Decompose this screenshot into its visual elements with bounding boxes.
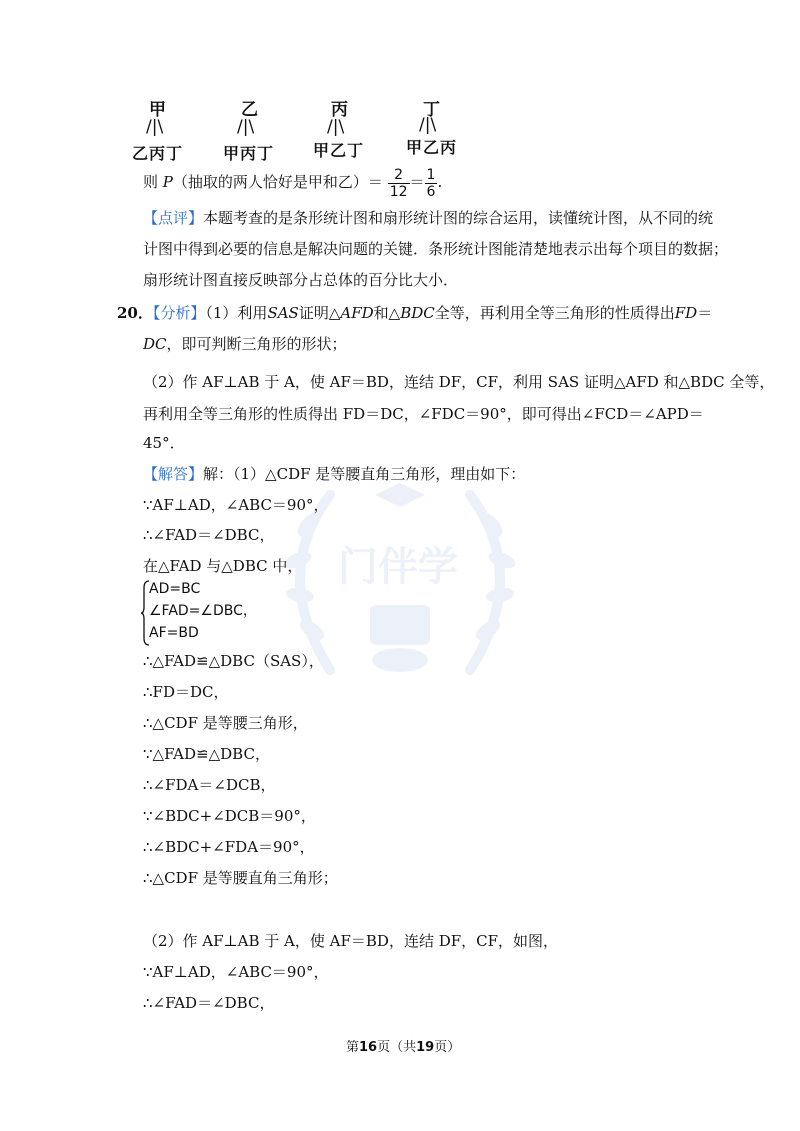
fraction-denominator: 6 xyxy=(426,183,436,200)
tree-branch-3: /|\ xyxy=(327,117,345,137)
tree-root-3: 丙 xyxy=(331,100,348,120)
text: 证明△ xyxy=(298,304,341,322)
text: 页（共 xyxy=(377,1040,417,1055)
probability-line xyxy=(143,162,442,202)
q20-analysis-line-5: 45°． xyxy=(143,434,185,452)
tree-root-4: 丁 xyxy=(423,100,440,120)
solution-step: ∴∠BDC+∠FDA＝90°， xyxy=(143,838,315,856)
sentence-end: . xyxy=(437,173,443,191)
tree-branch-2: /|\ xyxy=(237,117,255,137)
q20-analysis-line-3: （2）作 AF⊥AB 于 A，使 AF＝BD，连结 DF，CF，利用 SAS 证明△AFD 和△BDC 全等， xyxy=(143,373,775,391)
tree-branch-4: /|\ xyxy=(419,115,437,135)
page-number: 16 xyxy=(359,1040,378,1055)
text: 解：（1）△CDF 是等腰直角三角形，理由如下： xyxy=(203,465,526,483)
solution-step: ∴△CDF 是等腰直角三角形； xyxy=(143,869,338,887)
fraction-numerator: 1 xyxy=(426,166,436,183)
brace-line-2: ∠FAD=∠DBC， xyxy=(149,603,257,619)
text: （1）利用 xyxy=(205,304,268,322)
tree-leaves-3: 甲乙丁 xyxy=(313,141,365,160)
solution-step: ∵AF⊥AD，∠ABC＝90°， xyxy=(143,496,329,514)
comment-text-1: 本题考查的是条形统计图和扇形统计图的综合运用，读懂统计图，从不同的统 xyxy=(203,209,714,227)
brace-line-1: AD=BC xyxy=(149,581,201,597)
tree-root-2: 乙 xyxy=(241,100,258,120)
tree-leaves-4: 甲乙丙 xyxy=(406,138,458,157)
brace-line-3: AF=BD xyxy=(149,625,199,641)
tree-leaves-2: 甲丙丁 xyxy=(223,144,275,163)
solution-step: ∴FD＝DC， xyxy=(143,683,229,701)
comment-tag: 【点评】 xyxy=(143,209,204,227)
text: DC xyxy=(143,335,167,353)
fraction-1-6 xyxy=(425,167,438,200)
text: 全等，再利用全等三角形的性质得出 xyxy=(434,304,675,322)
solution-step: ∴∠FDA＝∠DCB， xyxy=(143,776,276,794)
solution-step: 在△FAD 与△DBC 中， xyxy=(143,557,303,575)
text: ，即可判断三角形的形状； xyxy=(166,335,347,353)
page-footer xyxy=(346,1036,460,1055)
probability-event: （抽取的两人恰好是甲和乙）＝ xyxy=(172,173,383,191)
equals-sign: ＝ xyxy=(409,173,425,191)
q20-analysis-line-2 xyxy=(143,333,347,354)
tree-leaves-1: 乙丙丁 xyxy=(132,144,184,163)
text: AFD xyxy=(340,304,374,322)
page-total: 19 xyxy=(416,1040,435,1055)
probability-prefix: 则 xyxy=(143,173,159,191)
text: 页） xyxy=(434,1040,461,1055)
solution-step: ∴∠FAD＝∠DBC， xyxy=(143,526,275,544)
solution-step: ∵AF⊥AD，∠ABC＝90°， xyxy=(143,963,329,981)
solution-intro xyxy=(143,463,525,484)
fraction-denominator: 12 xyxy=(389,183,408,200)
watermark-text: 门伴学 xyxy=(338,544,458,590)
q20-analysis-line-1 xyxy=(117,302,712,323)
probability-symbol: P xyxy=(162,173,173,191)
solution-step: ∵∠BDC+∠DCB＝90°， xyxy=(143,807,316,825)
tree-root-1: 甲 xyxy=(149,100,166,120)
tree-branch-1: /|\ xyxy=(146,117,164,137)
question-number: 20． xyxy=(117,304,153,322)
text: BDC xyxy=(400,304,435,322)
solution-part-2: （2）作 AF⊥AB 于 A，使 AF＝BD，连结 DF，CF，如图， xyxy=(143,932,559,950)
text: ＝ xyxy=(697,304,713,322)
fraction-2-12 xyxy=(388,167,410,200)
analysis-tag: 【分析】 xyxy=(152,304,206,322)
comment-line-3: 扇形统计图直接反映部分占总体的百分比大小． xyxy=(143,271,459,289)
text: FD xyxy=(674,304,698,322)
solution-tag: 【解答】 xyxy=(143,465,204,483)
text: 和△ xyxy=(373,304,401,322)
q20-analysis-line-4: 再利用全等三角形的性质得出 FD＝DC，∠FDC＝90°，即可得出∠FCD＝∠APD＝ xyxy=(143,405,704,423)
solution-step: ∵△FAD≌△DBC， xyxy=(143,745,270,763)
fraction-numerator: 2 xyxy=(394,166,404,183)
solution-step: ∴∠FAD＝∠DBC， xyxy=(143,994,275,1012)
text: SAS xyxy=(267,304,299,322)
solution-step: ∴△CDF 是等腰三角形， xyxy=(143,714,308,732)
solution-step: ∴△FAD≌△DBC（SAS）， xyxy=(143,652,324,670)
comment-line-1 xyxy=(143,207,713,228)
text: 第 xyxy=(346,1040,360,1055)
comment-line-2: 计图中得到必要的信息是解决问题的关键．条形统计图能清楚地表示出每个项目的数据； xyxy=(143,240,729,258)
